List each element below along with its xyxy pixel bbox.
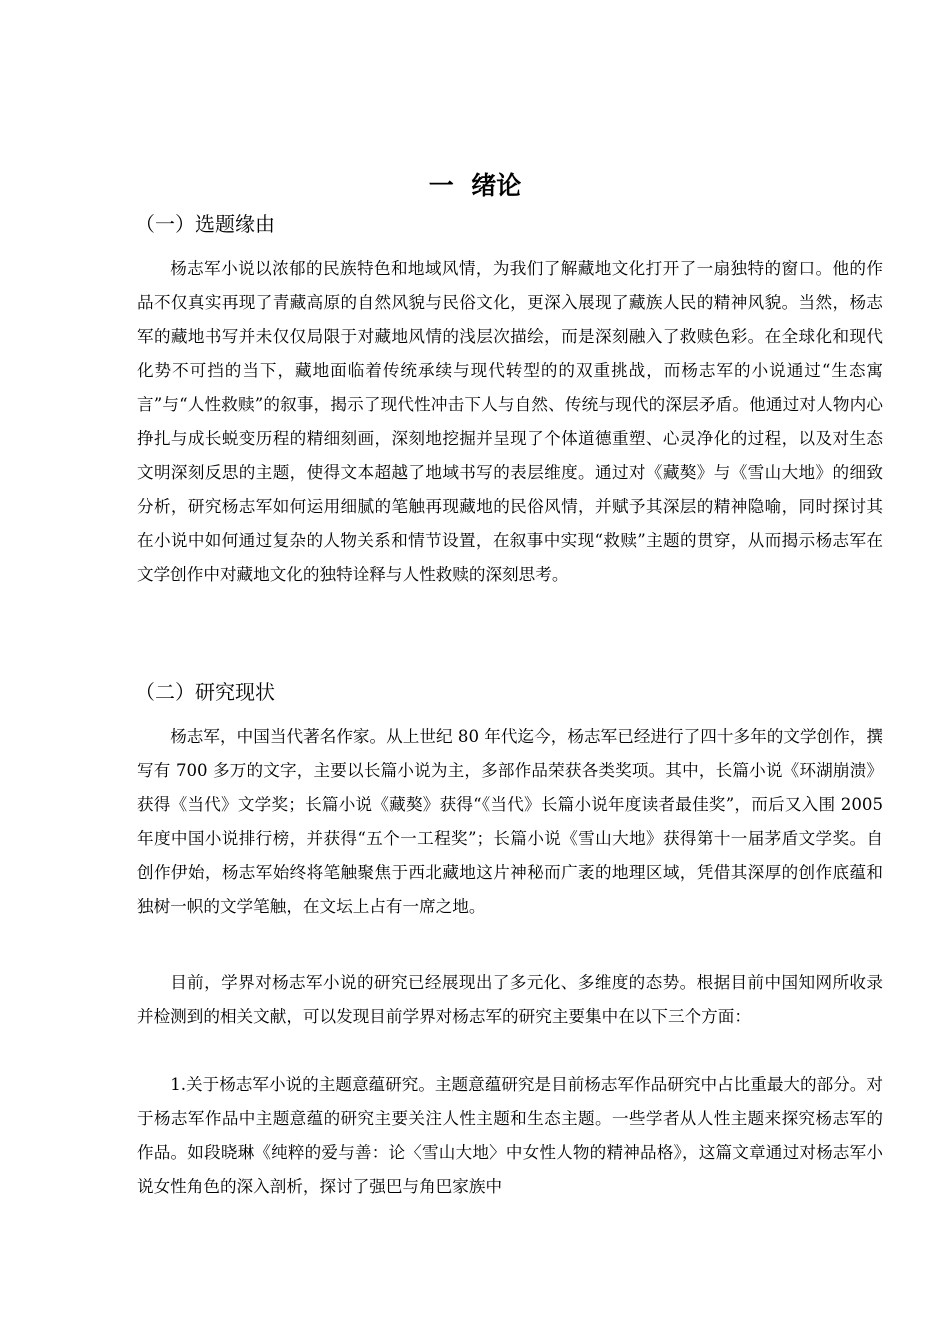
paragraph-author-intro: 杨志军，中国当代著名作家。从上世纪 80 年代迄今，杨志军已经进行了四十多年的文学创作，撰写有 700 多万的文字，主要以长篇小说为主，多部作品荣获各类奖项。其中，长篇小说《环湖崩溃》获得《当代》文学奖；长篇小说《藏獒》获得“《当代》长篇小说年度读者最佳奖”，而后又入围 2005 年度中国小说排行榜，并获得“五个一工程奖”；长篇小说《雪山大地》获得第十一届茅盾文学奖。自创作伊始，杨志军始终将笔触聚焦于西北藏地这片神秘而广袤的地理区域，凭借其深厚的创作底蕴和独树一帜的文学笔触，在文坛上占有一席之地。 (137, 727, 883, 916)
chapter-title: 一 绪论 (428, 171, 522, 200)
paragraph-theme-research: 1.关于杨志军小说的主题意蕴研究。主题意蕴研究是目前杨志军作品研究中占比重最大的部分。对于杨志军作品中主题意蕴的研究主要关注人性主题和生态主题。一些学者从人性主题来探究杨志军的作品。如段晓琳《纯粹的爱与善：论〈雪山大地〉中女性人物的精神品格》，这篇文章通过对杨志军小说女性角色的深入剖析，探讨了强巴与角巴家族中 (137, 1075, 883, 1196)
section-heading-reason: （一）选题缘由 (135, 212, 275, 236)
section-heading-status: （二）研究现状 (135, 680, 275, 704)
paragraph-research-overview: 目前，学界对杨志军小说的研究已经展现出了多元化、多维度的态势。根据目前中国知网所收录并检测到的相关文献，可以发现目前学界对杨志军的研究主要集中在以下三个方面： (137, 973, 883, 1026)
paragraph-reason: 杨志军小说以浓郁的民族特色和地域风情，为我们了解藏地文化打开了一扇独特的窗口。他的作品不仅真实再现了青藏高原的自然风貌与民俗文化，更深入展现了藏族人民的精神风貌。当然，杨志军的藏地书写并未仅仅局限于对藏地风情的浅层次描绘，而是深刻融入了救赎色彩。在全球化和现代化势不可挡的当下，藏地面临着传统承续与现代转型的的双重挑战，而杨志军的小说通过“生态寓言”与“人性救赎”的叙事，揭示了现代性冲击下人与自然、传统与现代的深层矛盾。他通过对人物内心挣扎与成长蜕变历程的精细刻画，深刻地挖掘并呈现了个体道德重塑、心灵净化的过程，以及对生态文明深刻反思的主题，使得文本超越了地域书写的表层维度。通过对《藏獒》与《雪山大地》的细致分析，研究杨志军如何运用细腻的笔触再现藏地的民俗风情，并赋予其深层的精神隐喻，同时探讨其在小说中如何通过复杂的人物关系和情节设置，在叙事中实现“救赎”主题的贯穿，从而揭示杨志军在文学创作中对藏地文化的独特诠释与人性救赎的深刻思考。 (137, 259, 883, 584)
